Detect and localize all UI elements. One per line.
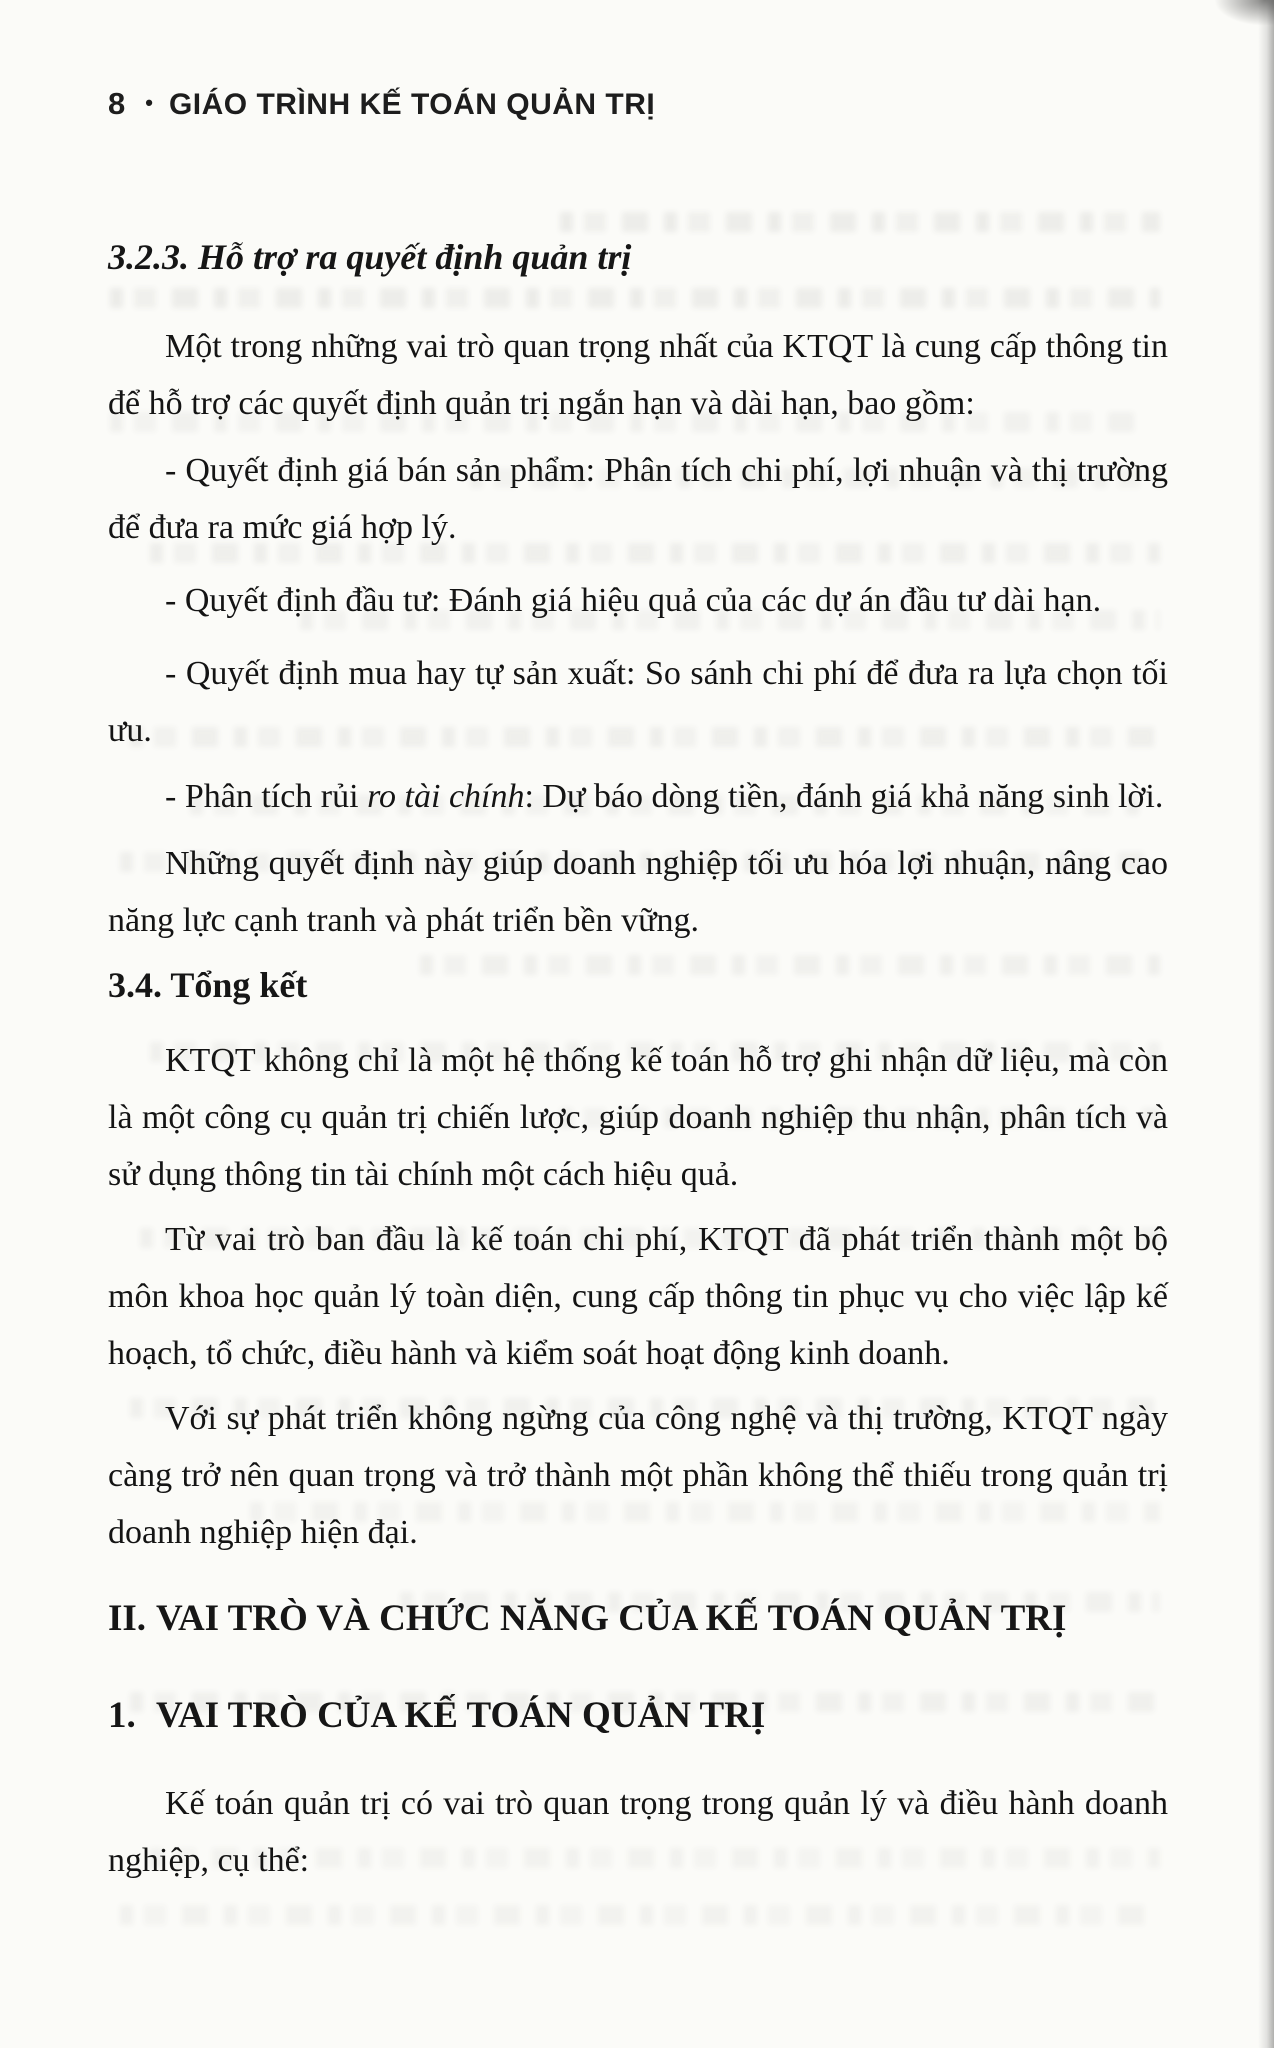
paragraph-decisions-benefit: Những quyết định này giúp doanh nghiệp tối ưu hóa lợi nhuận, nâng cao năng lực cạnh tranh và phát triển bền vững.	[108, 845, 1168, 939]
heading-II-number: II.	[108, 1598, 147, 1639]
bullet-risk-analysis	[108, 768, 1168, 825]
bullet-investment-decision: - Quyết định đầu tư: Đánh giá hiệu quả của các dự án đầu tư dài hạn.	[165, 582, 1102, 619]
paragraph-intro: Một trong những vai trò quan trọng nhất của KTQT là cung cấp thông tin để hỗ trợ các quyết định quản trị ngắn hạn và dài hạn, bao gồm:	[108, 328, 1168, 422]
bullet-make-or-buy-decision: - Quyết định mua hay tự sản xuất: So sánh chi phí để đưa ra lựa chọn tối ưu.	[108, 655, 1168, 749]
paragraph-summary-3: Với sự phát triển không ngừng của công nghệ và thị trường, KTQT ngày càng trở nên quan trọng và trở thành một phần không thể thiếu trong quản trị doanh nghiệp hiện đại.	[108, 1400, 1168, 1551]
heading-section-II	[108, 1595, 1168, 1643]
bullet-price-decision: - Quyết định giá bán sản phẩm: Phân tích chi phí, lợi nhuận và thị trường để đưa ra mức giá hợp lý.	[108, 452, 1168, 546]
heading-1-number: 1.	[108, 1695, 136, 1736]
book-title: GIÁO TRÌNH KẾ TOÁN QUẢN TRỊ	[168, 88, 656, 121]
bullet-risk-suffix: : Dự báo dòng tiền, đánh giá khả năng sinh lời.	[524, 778, 1164, 815]
page-number: 8	[108, 86, 126, 121]
header-bullet-separator: •	[145, 90, 153, 115]
heading-3-2-3: 3.2.3. Hỗ trợ ra quyết định quản trị	[108, 237, 632, 277]
scan-corner-smudge	[1214, 0, 1274, 26]
heading-II-title: VAI TRÒ VÀ CHỨC NĂNG CỦA KẾ TOÁN QUẢN TRỊ	[156, 1598, 1067, 1639]
bleed-through-texture	[560, 212, 1160, 232]
paragraph-summary-2: Từ vai trò ban đầu là kế toán chi phí, KTQT đã phát triển thành một bộ môn khoa học quản lý toàn diện, cung cấp thông tin phục vụ cho việc lập kế hoạch, tổ chức, điều hành và kiểm soát hoạt động kinh doanh.	[108, 1221, 1168, 1372]
heading-1-title: VAI TRÒ CỦA KẾ TOÁN QUẢN TRỊ	[156, 1695, 766, 1736]
bleed-through-texture	[110, 288, 1160, 308]
bullet-risk-prefix: - Phân tích rủi	[165, 778, 368, 815]
paragraph-summary-1: KTQT không chỉ là một hệ thống kế toán hỗ trợ ghi nhận dữ liệu, mà còn là một công cụ quản trị chiến lược, giúp doanh nghiệp thu nhận, phân tích và sử dụng thông tin tài chính một cách hiệu quả.	[108, 1042, 1168, 1193]
heading-section-1	[108, 1692, 1168, 1740]
heading-3-4: 3.4. Tổng kết	[108, 965, 308, 1005]
running-header	[108, 86, 1168, 122]
paragraph-final: Kế toán quản trị có vai trò quan trọng trong quản lý và điều hành doanh nghiệp, cụ thể:	[108, 1785, 1168, 1879]
scan-edge-shadow	[1258, 0, 1274, 2048]
bleed-through-texture	[120, 1905, 1160, 1925]
bullet-risk-italic-phrase: ro tài chính	[367, 778, 525, 815]
